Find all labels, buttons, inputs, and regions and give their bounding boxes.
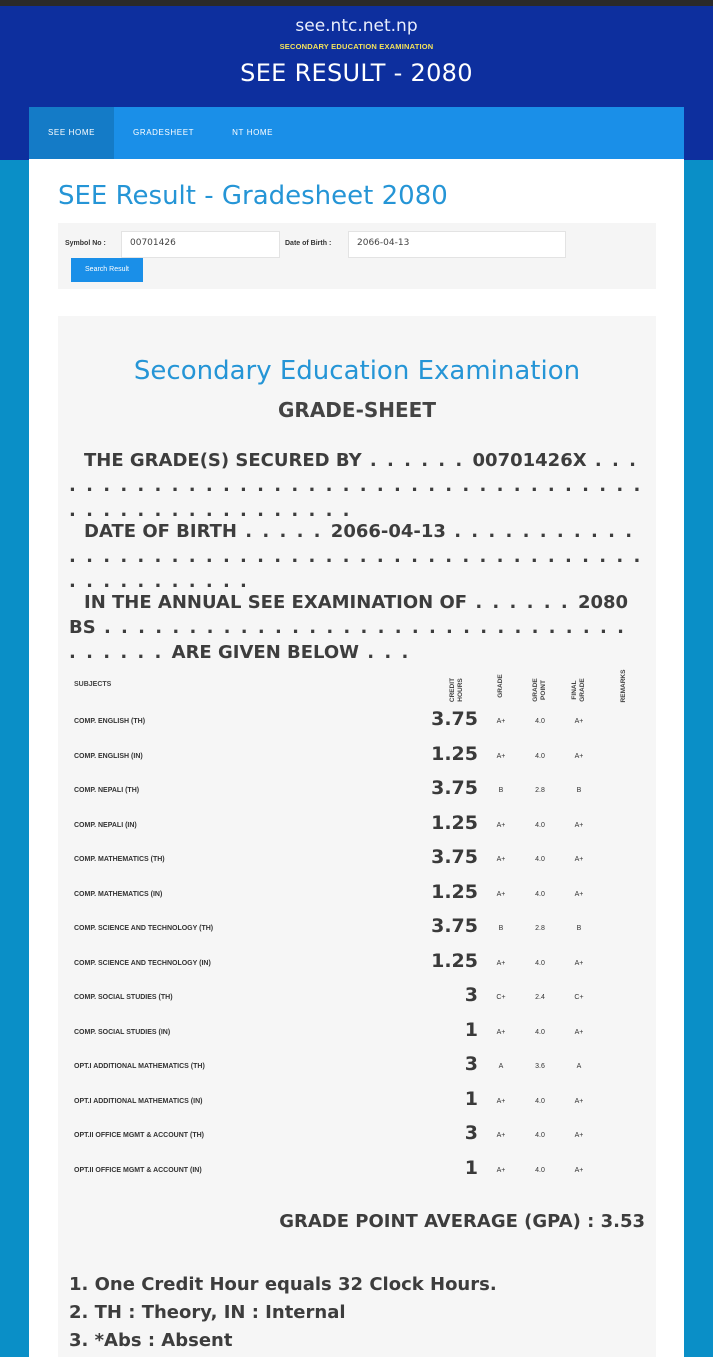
grade-point-cell: 4.0 (535, 718, 545, 725)
subject-cell: OPT.II OFFICE MGMT & ACCOUNT (TH) (74, 1132, 205, 1139)
final-grade-cell: A+ (574, 752, 584, 760)
credit-hours-cell: 1 (464, 1018, 478, 1041)
header-subtitle: SECONDARY EDUCATION EXAMINATION (279, 42, 434, 51)
credit-hours-cell: 1.25 (431, 949, 478, 972)
credit-hours-cell: 3.75 (431, 777, 478, 799)
dob-input[interactable]: 2066-04-13 (348, 231, 566, 258)
sheet-subtitle: GRADE-SHEET (278, 398, 436, 422)
grade-point-cell: 2.8 (535, 925, 545, 932)
credit-hours-cell: 1 (464, 1156, 478, 1179)
subject-cell: COMP. ENGLISH (TH) (74, 718, 146, 725)
search-result-button[interactable]: Search Result (71, 258, 143, 282)
subject-cell: COMP. MATHEMATICS (TH) (74, 856, 165, 863)
col-subjects: SUBJECTS (74, 681, 112, 688)
grade-point-cell: 4.0 (535, 1028, 545, 1036)
subject-cell: OPT.II OFFICE MGMT & ACCOUNT (IN) (74, 1166, 202, 1174)
page-title: SEE Result - Gradesheet 2080 (58, 181, 448, 211)
grade-point-cell: 3.6 (535, 1063, 545, 1070)
grade-cell: A+ (496, 890, 506, 898)
grade-cell: A+ (496, 821, 506, 829)
credit-hours-cell: 1.25 (431, 880, 478, 903)
col-final-grade: FINAL GRADE (571, 678, 586, 702)
final-grade-cell: C+ (574, 994, 584, 1001)
grade-cell: B (498, 925, 504, 932)
final-grade-cell: A+ (574, 1166, 584, 1174)
final-grade-cell: A+ (574, 1097, 584, 1105)
dob-value: 2066-04-13 (330, 521, 446, 542)
symbol-label: Symbol No : (65, 240, 106, 247)
grade-cell: A+ (496, 752, 506, 760)
table-row (58, 705, 656, 739)
note-item: 3. *Abs : Absent (69, 1330, 233, 1351)
subject-cell: COMP. MATHEMATICS (IN) (74, 890, 163, 898)
table-row (58, 1154, 656, 1188)
search-panel (58, 223, 656, 289)
exam-line: IN THE ANNUAL SEE EXAMINATION OF . . . . . . 2080 BS . . . . . . . . . . . . . . . . . . . . . . . . . . . . . . . . . . . . . ARE GIVEN BELOW . . . (69, 592, 629, 663)
col-grade-point: GRADE POINT (532, 678, 547, 702)
col-grade: GRADE (497, 674, 504, 698)
final-grade-cell: A+ (574, 959, 584, 967)
subject-cell: COMP. SCIENCE AND TECHNOLOGY (TH) (74, 925, 214, 932)
grade-cell: A+ (496, 959, 506, 967)
subject-cell: COMP. ENGLISH (IN) (74, 752, 143, 760)
dob-line: DATE OF BIRTH . . . . . 2066-04-13 . . . . . . . . . . . . . . . . . . . . . . . . . . . . . . . . . . . . . . . . . . . . . . . . . . . . . . . . (69, 521, 643, 592)
nav-gradesheet[interactable]: GRADESHEET (133, 128, 195, 137)
final-grade-cell: A (576, 1063, 582, 1070)
credit-hours-cell: 3 (464, 1122, 478, 1144)
symbol-input[interactable]: 00701426 (121, 231, 280, 258)
grade-point-cell: 2.8 (535, 787, 545, 794)
table-row (58, 981, 656, 1015)
final-grade-cell: A+ (574, 821, 584, 829)
grade-point-cell: 4.0 (535, 856, 545, 863)
table-row (58, 912, 656, 946)
subject-cell: COMP. SOCIAL STUDIES (IN) (74, 1028, 171, 1036)
credit-hours-cell: 3.75 (431, 708, 478, 730)
subject-cell: COMP. NEPALI (TH) (74, 787, 140, 794)
table-row (58, 774, 656, 808)
subject-cell: OPT.I ADDITIONAL MATHEMATICS (IN) (74, 1097, 203, 1105)
subject-cell: COMP. SCIENCE AND TECHNOLOGY (IN) (74, 959, 211, 967)
grade-point-cell: 4.0 (535, 1132, 545, 1139)
table-row (58, 1016, 656, 1050)
gpa-summary: GRADE POINT AVERAGE (GPA) : 3.53 (279, 1211, 645, 1232)
table-row (58, 1119, 656, 1153)
subject-cell: COMP. NEPALI (IN) (74, 821, 137, 829)
final-grade-cell: A+ (574, 890, 584, 898)
final-grade-cell: B (576, 787, 582, 794)
final-grade-cell: A+ (574, 1132, 584, 1139)
credit-hours-cell: 3 (464, 984, 478, 1006)
credit-hours-cell: 1 (464, 1087, 478, 1110)
content-card (29, 159, 684, 1357)
grade-point-cell: 4.0 (535, 752, 545, 760)
subject-cell: OPT.I ADDITIONAL MATHEMATICS (TH) (74, 1063, 205, 1070)
final-grade-cell: B (576, 925, 582, 932)
grade-point-cell: 2.4 (535, 994, 545, 1001)
credit-hours-cell: 1.25 (431, 742, 478, 765)
site-domain: see.ntc.net.np (295, 16, 418, 36)
grade-cell: A+ (496, 718, 506, 725)
grade-point-cell: 4.0 (535, 821, 545, 829)
table-row (58, 1050, 656, 1084)
final-grade-cell: A+ (574, 856, 584, 863)
credit-hours-cell: 3.75 (431, 915, 478, 937)
subject-cell: COMP. SOCIAL STUDIES (TH) (74, 994, 173, 1001)
table-row (58, 878, 656, 912)
grade-sheet (58, 316, 656, 1357)
grade-cell: A+ (496, 1028, 506, 1036)
nav-see-home[interactable]: SEE HOME (29, 107, 114, 159)
grade-point-cell: 4.0 (535, 959, 545, 967)
credit-hours-cell: 1.25 (431, 811, 478, 834)
nav-nt-home[interactable]: NT HOME (232, 128, 274, 137)
grade-cell: A+ (496, 1097, 506, 1105)
grade-point-cell: 4.0 (535, 1166, 545, 1174)
final-grade-cell: A+ (574, 718, 584, 725)
table-row (58, 809, 656, 843)
grade-cell: C+ (496, 994, 506, 1001)
final-grade-cell: A+ (574, 1028, 584, 1036)
table-row (58, 740, 656, 774)
notes (69, 1271, 497, 1355)
main-nav (29, 107, 684, 159)
credit-hours-cell: 3.75 (431, 846, 478, 868)
col-credit-hours: CREDIT HOURS (449, 677, 464, 703)
note-item: 1. One Credit Hour equals 32 Clock Hours. (69, 1274, 497, 1295)
table-row (58, 947, 656, 981)
grade-cell: A+ (496, 1132, 506, 1139)
exam-year: 2080 BS (69, 592, 629, 638)
col-remarks: REMARKS (620, 669, 627, 703)
credit-hours-cell: 3 (464, 1053, 478, 1075)
grade-cell: A+ (496, 856, 506, 863)
dob-label: Date of Birth : (285, 240, 332, 247)
table-row (58, 1085, 656, 1119)
table-row (58, 843, 656, 877)
symbol-number: 00701426X (472, 450, 587, 471)
header-title: SEE RESULT - 2080 (240, 59, 473, 87)
grade-cell: A+ (496, 1166, 506, 1174)
grade-cell: B (498, 787, 504, 794)
sheet-title: Secondary Education Examination (133, 356, 581, 386)
grade-point-cell: 4.0 (535, 890, 545, 898)
grade-cell: A (498, 1063, 504, 1070)
secured-by-line: THE GRADE(S) SECURED BY . . . . . . 00701426X . . . . . . . . . . . . . . . . . . . . . . . . . . . . . . . . . . . . . . . . . . . . . . . . . . . . . . (69, 450, 643, 521)
grade-point-cell: 4.0 (535, 1097, 545, 1105)
note-item: 2. TH : Theory, IN : Internal (69, 1302, 346, 1323)
